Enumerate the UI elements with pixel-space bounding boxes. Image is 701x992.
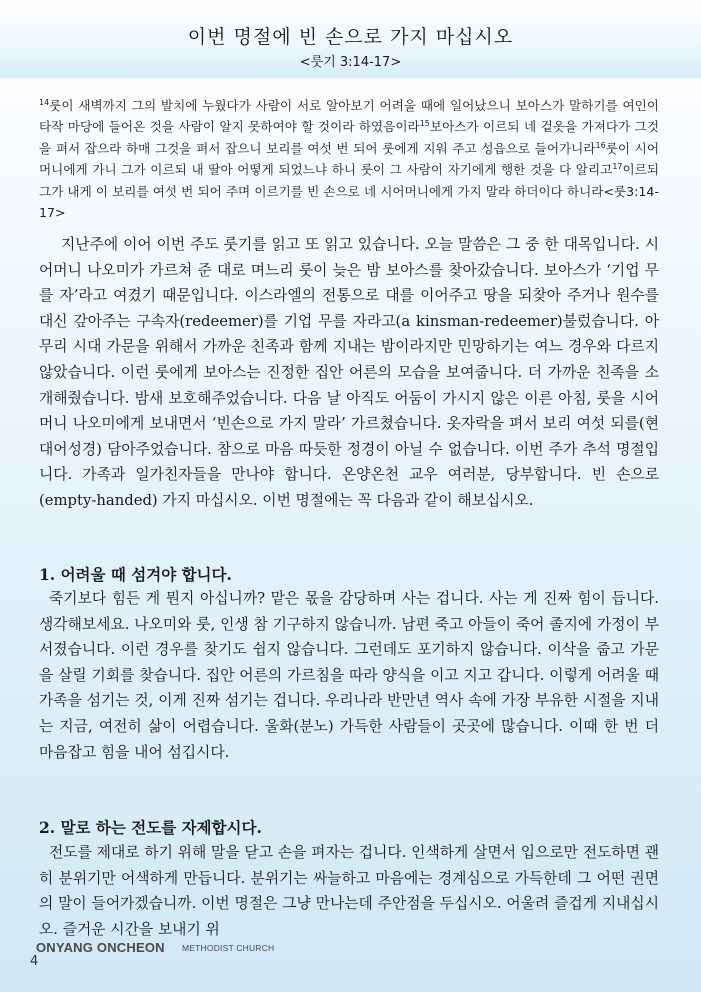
verse-number: 15 — [419, 119, 430, 129]
section-paragraph-2: 전도를 제대로 하기 위해 말을 닫고 손을 펴자는 겁니다. 인색하게 살면서 입으로만 전도하면 괜히 분위기만 어색하게 만듭니다. 분위기는 싸늘하고 마음에는 경계심으로 가득한데 그 어떤 권면의 말이 들어가겠습니까. 이번 명절은 그냥 만나는데 주안점을 두십시오. 어울려 즐겁게 지내십시오. 즐거운 시간을 보내기 위 — [39, 844, 659, 938]
intro-paragraph: 지난주에 이어 이번 주도 룻기를 읽고 또 읽고 있습니다. 오늘 말씀은 그 중 한 대목입니다. 시어머니 나오미가 가르쳐 준 대로 며느리 룻이 늦은 밤 보아스를 찾아갔습니다. 보아스가 ‘기업 무를 자’라고 여겼기 때문입니다. 이스라엘의 전통으로 대를 이어주고 땅을 되찾아 주거나 원수를 대신 갚아주는 구속자(redeemer)를 기업 무를 자라고(a kinsman-redeemer)불렀습니다. 아무리 시대 가문을 위해서 가까운 친족과 함께 지내는 밤이라지만 민망하기는 여느 경우와 다르지 않았습니다. 이런 룻에게 보아스는 진정한 집안 어른의 모습을 보여줍니다. 더 가까운 친족을 소개해줬습니다. 밤새 보호해주었습니다. 다음 날 아직도 어둠이 가시지 않은 이른 아침, 룻을 시어머니 나오미에게 보내면서 ‘빈손으로 가지 말라’ 가르쳤습니다. 옷자락을 펴서 보리 여섯 되를(현대어성경) 담아주었습니다. 참으로 마음 따듯한 정경이 아닐 수 없습니다. 이번 주가 추석 명절입니다. 가족과 일가친자들을 만나야 합니다. 온양온천 교우 여러분, 당부합니다. 빈 손으로(empty-handed) 가지 마십시오. 이번 명절에는 꼭 다음과 같이 해보십시오. — [39, 236, 660, 509]
section-heading-2: 2. 말로 하는 전도를 자제합시다. — [39, 818, 262, 837]
scripture-passage — [39, 95, 659, 223]
verse-text: 룻이 시어머니에게 가니 그가 이르되 내 딸아 어떻게 되었느냐 하니 룻이 그 사람이 자기에게 행한 것을 다 알리고 — [39, 140, 660, 178]
page-header — [0, 0, 701, 78]
verse-number: 16 — [595, 140, 606, 150]
church-logo-subtitle: METHODIST CHURCH — [182, 943, 275, 953]
church-logo-name: ONYANG ONCHEON — [36, 940, 165, 955]
page-footer — [30, 940, 670, 970]
verse-text: 룻이 새벽까지 그의 발치에 누웠다가 사람이 서로 알아보기 어려울 때에 일어났으니 보아스가 말하기를 여인이 타작 마당에 들어온 것을 사람이 알지 못하여야 할 것이라 하였음이라 — [39, 98, 659, 135]
section-heading-1: 1. 어려울 때 섬겨야 합니다. — [39, 565, 232, 584]
verse-number: 17 — [612, 162, 623, 172]
page-title: 이번 명절에 빈 손으로 가지 마십시오 — [187, 26, 514, 48]
scripture-reference: <룻기 3:14-17> — [299, 55, 402, 70]
page-number: 4 — [30, 954, 39, 969]
scripture-block — [39, 95, 659, 223]
verse-text: 보아스가 이르되 네 겉옷을 가져다가 그것을 펴서 잡으라 하매 그것을 펴서 잡으니 보리를 여섯 번 되어 룻에게 지워 주고 성읍으로 들어가니라 — [39, 119, 659, 156]
verse-number: 14 — [39, 97, 50, 107]
section-paragraph-1: 죽기보다 힘든 게 뭔지 아십니까? 맡은 몫을 감당하며 사는 겁니다. 사는 게 진짜 힘이 듭니다. 생각해보세요. 나오미와 룻, 인생 참 기구하지 않습니까. 남편 죽고 아들이 죽어 졸지에 가정이 부서졌습니다. 이런 경우를 찾기도 쉽지 않습니다. 그런데도 포기하지 않습니다. 이삭을 줍고 가문을 살릴 기회를 찾습니다. 집안 어른의 가르침을 따라 양식을 이고 지고 갑니다. 이렇게 어려울 때 가족을 섬기는 것, 이게 진짜 섬기는 겁니다. 우리나라 반만년 역사 속에 가장 부유한 시절을 지내는 지금, 여전히 삶이 어렵습니다. 울화(분노) 가득한 사람들이 곳곳에 많습니다. 이때 한 번 더 마음잡고 힘을 내어 섬깁시다. — [39, 590, 659, 761]
verse-text: 이르되 그가 내게 이 보리를 여섯 번 되어 주며 이르기를 빈 손으로 네 시어머니에게 가지 말라 하더이다 하니라<룻3:14-17> — [39, 162, 659, 221]
